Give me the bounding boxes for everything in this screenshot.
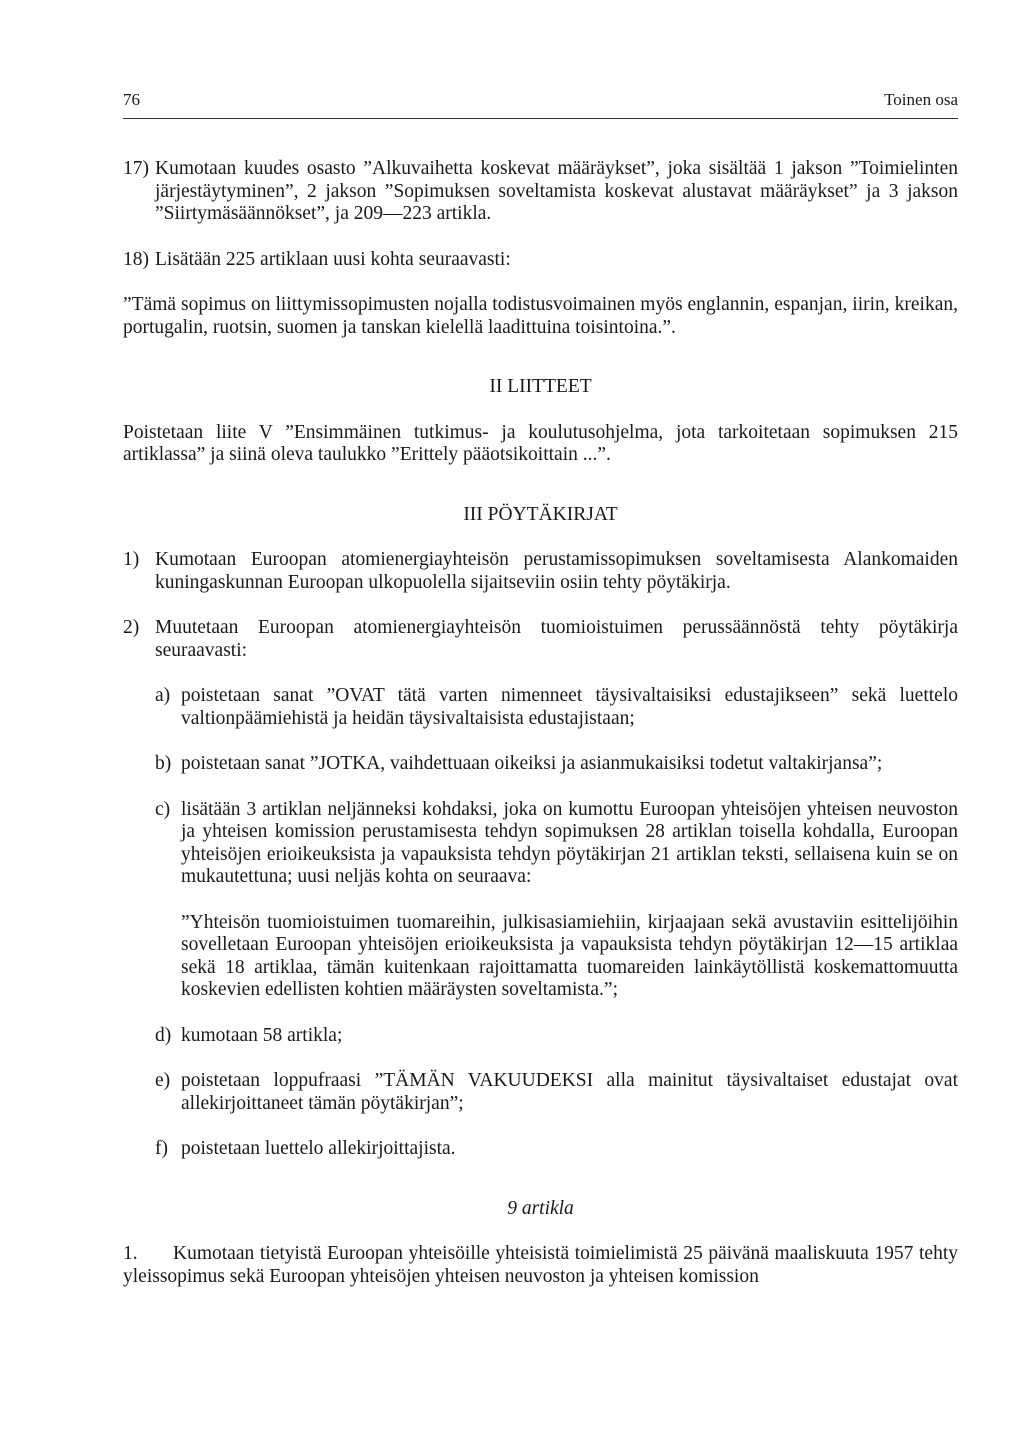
sub-item-c-quote: ”Yhteisön tuomioistuimen tuomareihin, julkisasiamiehiin, kirjaajaan sekä avustaviin esittelijöihin sovelletaan Euroopan yhteisöjen erioikeuksista ja vapauksista tehdyn pöytäkirjan 12—15 artiklaa sekä 18 artiklaa, tämän kuitenkaan rajoittamatta tuomareiden lainkäytöllistä koskemattomuutta koskevien edellisten kohtien määräysten soveltamista.”; bbox=[181, 911, 958, 1000]
sub-item-c-label: c) bbox=[155, 798, 171, 820]
sub-item-c bbox=[155, 799, 958, 889]
article-9-heading: 9 artikla bbox=[507, 1197, 574, 1219]
item-17-label: 17) bbox=[123, 158, 149, 179]
sub-item-e bbox=[155, 1070, 958, 1115]
item-17 bbox=[123, 158, 958, 226]
item-18-text: Lisätään 225 artiklaan uusi kohta seuraavasti: bbox=[155, 248, 511, 270]
item-17-text: Kumotaan kuudes osasto ”Alkuvaihetta koskevat määräykset”, joka sisältää 1 jakson ”Toimielinten järjestäytyminen”, 2 jakson ”Sopimuksen soveltamista koskevat alustavat määräykset” ja 3 jakson ”Siirtymäsäännökset”, ja 209—223 artikla. bbox=[155, 158, 958, 224]
sub-item-e-text: poistetaan loppufraasi ”TÄMÄN VAKUUDEKSI alla mainitut täysivaltaiset edustajat ovat allekirjoittaneet tämän pöytäkirjan”; bbox=[181, 1070, 958, 1114]
item-18 bbox=[123, 249, 958, 272]
protocol-item-2-text: Muutetaan Euroopan atomienergiayhteisön tuomioistuimen perussäännöstä tehty pöytäkirja seuraavasti: bbox=[155, 617, 958, 661]
section-2-text: Poistetaan liite V ”Ensimmäinen tutkimus- ja koulutusohjelma, jota tarkoitetaan sopimuksen 215 artiklassa” ja siinä oleva taulukko ”Erittely pääotsikoittain ...”. bbox=[123, 421, 958, 465]
sub-item-a bbox=[155, 685, 958, 730]
protocol-item-1 bbox=[123, 549, 958, 594]
sub-item-f-label: f) bbox=[155, 1138, 168, 1159]
section-2-heading: II LIITTEET bbox=[489, 376, 592, 397]
protocol-item-2-label: 2) bbox=[123, 617, 140, 638]
sub-item-b bbox=[155, 753, 958, 776]
sub-item-d-text: kumotaan 58 artikla; bbox=[181, 1024, 343, 1046]
sub-item-c-text: lisätään 3 artiklan neljänneksi kohdaksi, joka on kumottu Euroopan yhteisöjen yhteisen neuvoston ja yhteisen komission perustamisesta tehdyn sopimuksen 28 artiklan toisella kohdalla, Euroopan yhteisöjen erioikeuksista ja vapauksista tehdyn pöytäkirjan 21 artiklan teksti, sellaisena kuin se on mukautettuna; uusi neljäs kohta on seuraava: bbox=[181, 798, 958, 887]
sub-item-a-text: poistetaan sanat ”OVAT tätä varten nimenneet täysivaltaisiksi edustajikseen” sekä luettelo valtionpäämiehistä ja heidän täysivaltaisista edustajistaan; bbox=[181, 685, 958, 729]
item-18-quote: ”Tämä sopimus on liittymissopimusten nojalla todistusvoimainen myös englannin, espanjan, iirin, kreikan, portugalin, ruotsin, suomen ja tanskan kielellä laadittuina toisintoina.”. bbox=[123, 294, 958, 338]
item-18-label: 18) bbox=[123, 248, 149, 270]
protocol-item-2 bbox=[123, 617, 958, 662]
sub-item-e-label: e) bbox=[155, 1070, 171, 1091]
sub-item-b-text: poistetaan sanat ”JOTKA, vaihdettuaan oikeiksi ja asianmukaisiksi todetut valtakirjansa”; bbox=[181, 753, 883, 774]
article-9-paragraph-1 bbox=[123, 1243, 958, 1288]
sub-item-a-label: a) bbox=[155, 685, 171, 706]
article-9-paragraph-1-text: Kumotaan tietyistä Euroopan yhteisöille yhteisistä toimielimistä 25 päivänä maaliskuuta 1957 tehty yleissopimus sekä Euroopan yhteisöjen yhteisen neuvoston ja yhteisen komission bbox=[123, 1243, 958, 1287]
part-title: Toinen osa bbox=[884, 90, 958, 109]
section-3-heading: III PÖYTÄKIRJAT bbox=[463, 503, 618, 525]
page-header bbox=[123, 90, 958, 116]
sub-item-b-label: b) bbox=[155, 753, 172, 774]
sub-item-f bbox=[155, 1138, 958, 1161]
protocol-item-1-label: 1) bbox=[123, 549, 140, 570]
header-rule bbox=[123, 118, 958, 119]
sub-item-d-label: d) bbox=[155, 1024, 172, 1046]
protocol-item-1-text: Kumotaan Euroopan atomienergiayhteisön perustamissopimuksen soveltamisesta Alankomaiden kuningaskunnan Euroopan ulkopuolella sijaitseviin osiin tehty pöytäkirja. bbox=[155, 549, 958, 593]
page-number: 76 bbox=[123, 90, 140, 109]
article-9-paragraph-1-label: 1. bbox=[123, 1243, 138, 1264]
sub-item-f-text: poistetaan luettelo allekirjoittajista. bbox=[181, 1138, 456, 1159]
sub-item-d bbox=[155, 1025, 958, 1048]
document-body bbox=[123, 158, 958, 1288]
